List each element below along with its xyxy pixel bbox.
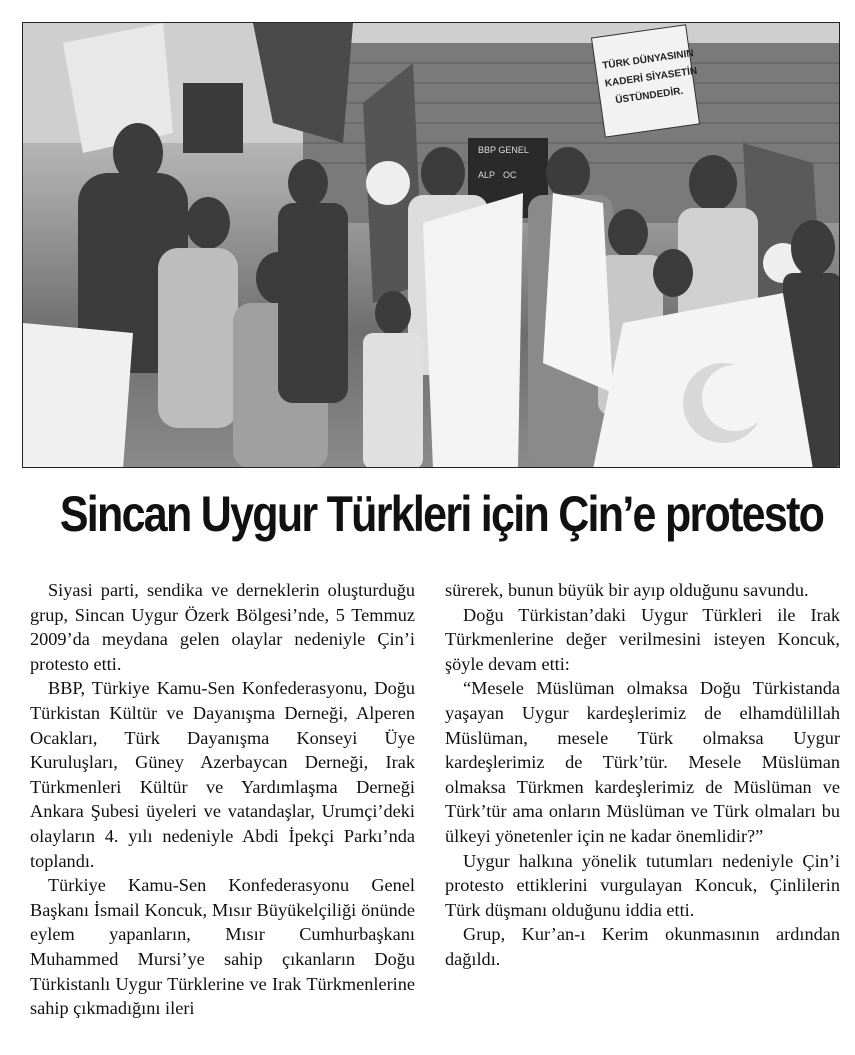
article-paragraph: Türkiye Kamu-Sen Konfederasyonu Genel Başkanı İsmail Koncuk, Mısır Büyükelçiliği önünde eylem yapanların, Mısır Cumhurbaşkanı Muhammed Mursi’ye sahip çıkanların Doğu Türkistanlı Uygur Türklerine ve Irak Türkmenlerine sahip çıkmadığını ileri	[30, 875, 415, 1019]
protest-photo	[22, 22, 840, 468]
article-paragraph: Siyasi parti, sendika ve derneklerin oluşturduğu grup, Sincan Uygur Özerk Bölgesi’nde, 5 Temmuz 2009’da meydana gelen olaylar nedeniyle Çin’i protesto etti.	[30, 580, 415, 674]
banner-line-3: OC	[503, 170, 517, 180]
article-paragraph-continued: sürerek, bunun büyük bir ayıp olduğunu savundu.	[445, 580, 809, 600]
article-paragraph: Uygur halkına yönelik tutumları nedeniyle Çin’i protesto ettiklerini vurgulayan Koncuk, Çinlilerin Türk düşmanı olduğunu iddia etti.	[445, 850, 840, 920]
headline: Sincan Uygur Türkleri için Çin’e protesto	[59, 486, 824, 542]
article-paragraph: Doğu Türkistan’daki Uygur Türkleri ile Irak Türkmenlerine değer verilmesini isteyen Koncuk, şöyle devam etti:	[445, 604, 840, 674]
sign-line-1: TÜRK DÜNYASININ	[601, 48, 695, 72]
protest-photo-illustration	[23, 23, 840, 468]
banner-line-1: BBP GENEL	[478, 145, 529, 155]
sign-line-3: ÜSTÜNDEDİR.	[614, 85, 684, 107]
article-column-right	[445, 578, 840, 972]
article-paragraph: BBP, Türkiye Kamu-Sen Konfederasyonu, Doğu Türkistan Kültür ve Dayanışma Derneği, Alperen Ocakları, Türk Dayanışma Konseyi Üye Kuruluşları, Güney Azerbaycan Derneği, Irak Türkmenleri Kültür ve Yardımlaşma Derneği Ankara Şubesi üyeleri ve vatandaşlar, Urumçi’deki olayların 4. yılı nedeniyle Abdi İpekçi Parkı’nda toplandı.	[30, 678, 415, 871]
article-paragraph: Grup, Kur’an-ı Kerim okunmasının ardından dağıldı.	[445, 924, 840, 969]
article-paragraph: “Mesele Müslüman olmaksa Doğu Türkistanda yaşayan Uygur kardeşlerimiz de elhamdülillah Müslüman, mesele Türk olmaksa Uygur kardeşlerimiz de Türk’tür. Mesele Müslüman olmaksa Türkmen kardeşlerimiz de Müslüman ve Türk’tür ama onların Müslüman ve Türk olmaları bu ülkeyi yönetenler için ne kadar önemlidir?”	[445, 678, 840, 846]
sign-line-2: KADERİ SİYASETİN	[604, 65, 698, 90]
article-column-left	[30, 578, 415, 1021]
banner-line-2: ALP	[478, 170, 495, 180]
